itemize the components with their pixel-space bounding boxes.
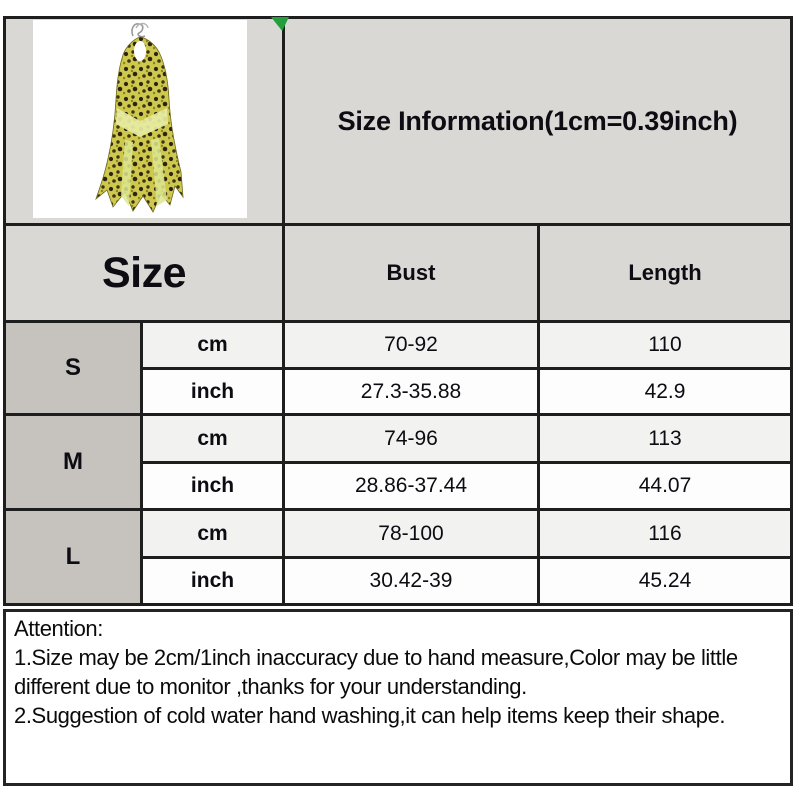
bust-inch-s: 27.3-35.88 [285, 370, 537, 413]
attention-line-3: 2.Suggestion of cold water hand washing,it can help items keep their shape. [14, 703, 726, 728]
attention-heading: Attention: [14, 616, 103, 641]
bust-cm-l: 78-100 [285, 511, 537, 556]
attention-box [3, 609, 793, 786]
length-inch-s: 42.9 [540, 370, 790, 413]
bust-inch-m: 28.86-37.44 [285, 464, 537, 508]
bust-cm-s: 70-92 [285, 323, 537, 367]
size-label-s: S [6, 323, 140, 413]
size-label-l: L [6, 511, 140, 603]
unit-inch-s: inch [143, 370, 282, 413]
unit-cm-s: cm [143, 323, 282, 367]
product-photo [33, 20, 247, 218]
attention-line-1: 1.Size may be 2cm/1inch inaccuracy due to hand measure,Color may be little [14, 645, 738, 670]
unit-cm-m: cm [143, 416, 282, 461]
header-length: Length [540, 226, 790, 320]
length-cm-l: 116 [540, 511, 790, 556]
unit-inch-m: inch [143, 464, 282, 508]
length-cm-s: 110 [540, 323, 790, 367]
unit-inch-l: inch [143, 559, 282, 603]
header-bust: Bust [285, 226, 537, 320]
length-inch-l: 45.24 [540, 559, 790, 603]
size-info-title: Size Information(1cm=0.39inch) [285, 19, 790, 223]
leopard-dress-icon [33, 20, 247, 218]
attention-line-2: different due to monitor ,thanks for your understanding. [14, 674, 527, 699]
size-label-m: M [6, 416, 140, 508]
size-table [3, 16, 793, 606]
length-inch-m: 44.07 [540, 464, 790, 508]
unit-cm-l: cm [143, 511, 282, 556]
header-size: Size [6, 226, 282, 320]
length-cm-m: 113 [540, 416, 790, 461]
bust-cm-m: 74-96 [285, 416, 537, 461]
bust-inch-l: 30.42-39 [285, 559, 537, 603]
product-image-cell [6, 19, 282, 223]
